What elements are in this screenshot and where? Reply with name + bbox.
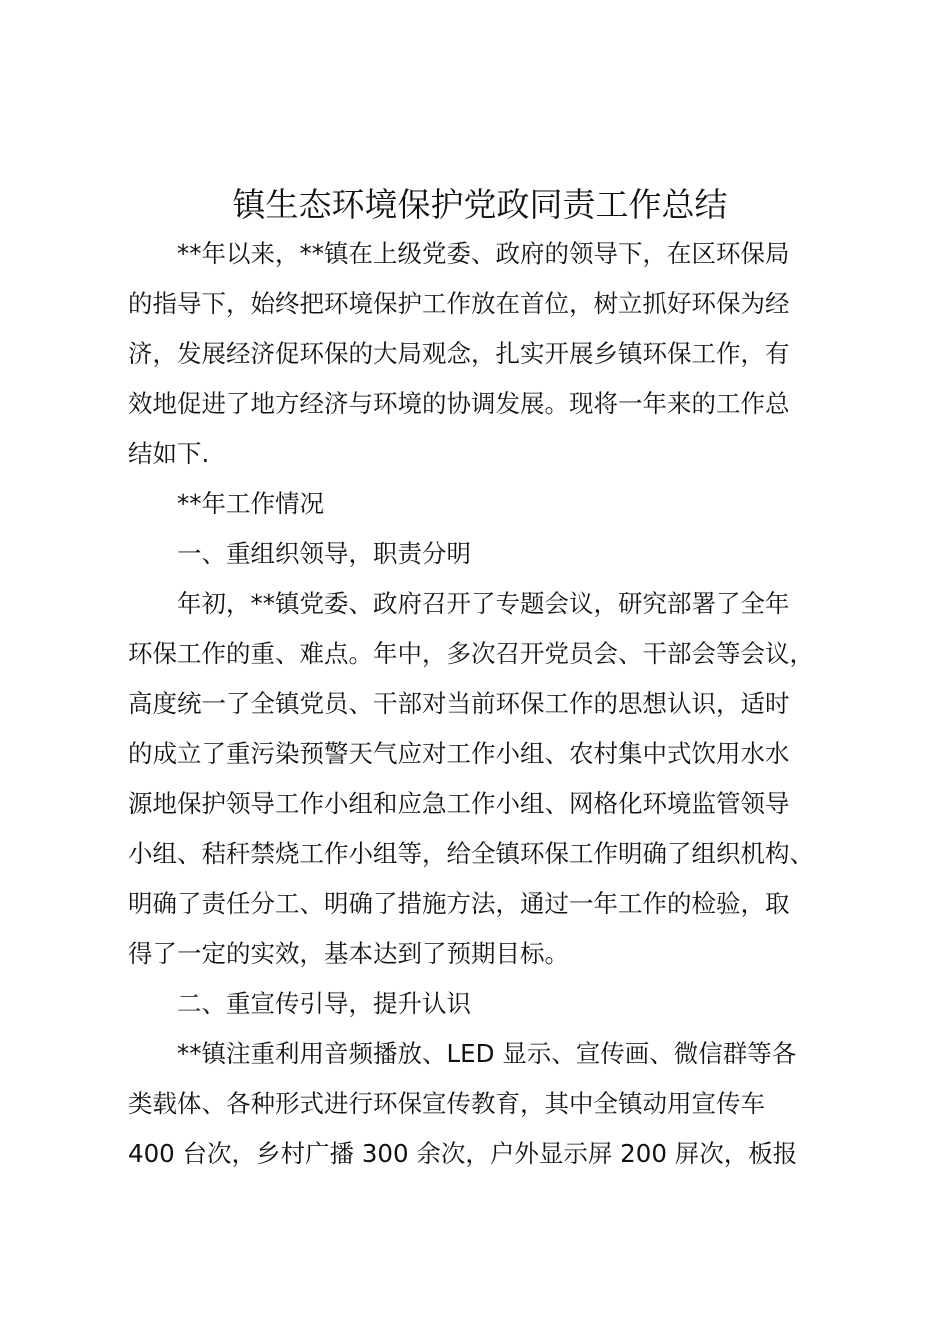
paragraph-line: 源地保护领导工作小组和应急工作小组、网格化环境监管领导 xyxy=(128,789,790,818)
paragraph-line: 环保工作的重、难点。年中，多次召开党员会、干部会等会议， xyxy=(128,639,814,668)
document-body xyxy=(128,229,858,1179)
paragraph-line: 效地促进了地方经济与环境的协调发展。现将一年来的工作总 xyxy=(128,389,790,418)
paragraph-line: 400 台次，乡村广播 300 余次，户外显示屏 200 屏次，板报 xyxy=(128,1139,798,1168)
paragraph-line: **年以来，**镇在上级党委、政府的领导下，在区环保局 xyxy=(177,239,790,268)
section-heading: 二、重宣传引导，提升认识 xyxy=(177,989,471,1018)
paragraph-line: 济，发展经济促环保的大局观念，扎实开展乡镇环保工作，有 xyxy=(128,339,790,368)
paragraph-line: 年初，**镇党委、政府召开了专题会议，研究部署了全年 xyxy=(177,589,790,618)
paragraph-line: 得了一定的实效，基本达到了预期目标。 xyxy=(128,939,569,968)
section-heading: **年工作情况 xyxy=(177,489,324,518)
section-heading: 一、重组织领导，职责分明 xyxy=(177,539,471,568)
document-title: 镇生态环境保护党政同责工作总结 xyxy=(232,185,728,224)
paragraph-line: 类载体、各种形式进行环保宣传教育，其中全镇动用宣传车 xyxy=(128,1089,765,1118)
paragraph-line: 结如下. xyxy=(128,439,210,468)
paragraph-line: 的指导下，始终把环境保护工作放在首位，树立抓好环保为经 xyxy=(128,289,790,318)
paragraph-line: 的成立了重污染预警天气应对工作小组、农村集中式饮用水水 xyxy=(128,739,790,768)
paragraph-line: 明确了责任分工、明确了措施方法，通过一年工作的检验，取 xyxy=(128,889,790,918)
paragraph-line: 小组、秸秆禁烧工作小组等，给全镇环保工作明确了组织机构、 xyxy=(128,839,814,868)
paragraph-line: **镇注重利用音频播放、LED 显示、宣传画、微信群等各 xyxy=(177,1039,797,1068)
paragraph-line: 高度统一了全镇党员、干部对当前环保工作的思想认识，适时 xyxy=(128,689,790,718)
